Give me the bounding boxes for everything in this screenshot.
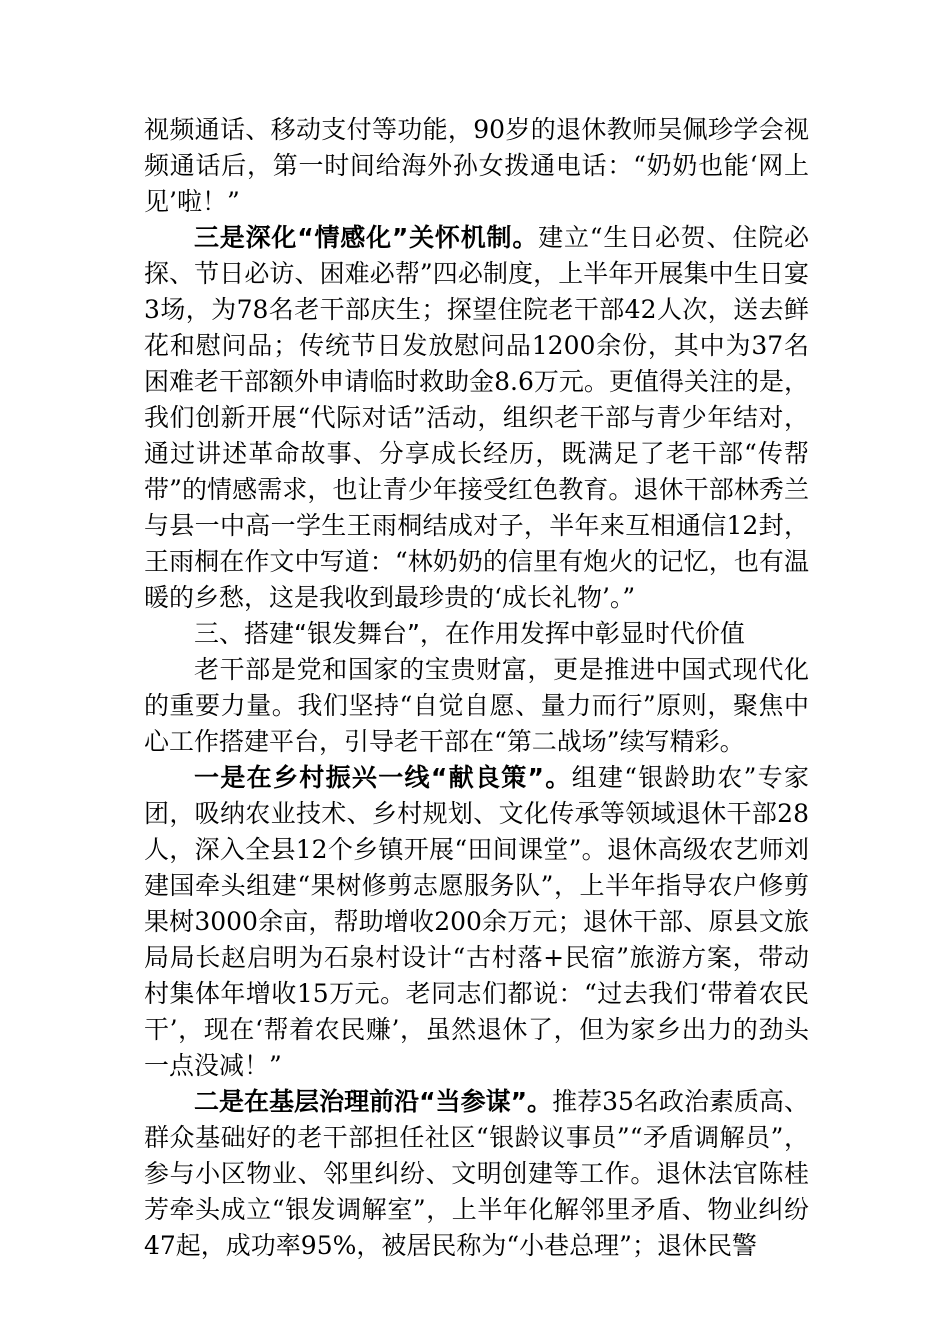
paragraph-continuation: 视频通话、移动支付等功能，90岁的退休教师吴佩珍学会视频通话后，第一时间给海外孙女拨通电话：“奶奶也能‘网上见’啦！”	[144, 115, 809, 216]
paragraph-body: 建立“生日必贺、住院必探、节日必访、困难必帮”四必制度，上半年开展集中生日宴3场，为78名老干部庆生；探望住院老干部42人次，送去鲜花和慰问品；传统节日发放慰问品1200余份，其中为37名困难老干部额外申请临时救助金8.6万元。更值得关注的是，我们创新开展“代际对话”活动，组织老干部与青少年结对，通过讲述革命故事、分享成长经历，既满足了老干部“传帮带”的情感需求，也让青少年接受红色教育。退休干部林秀兰与县一中高一学生王雨桐结成对子，半年来互相通信12封，王雨桐在作文中写道：“林奶奶的信里有炮火的记忆，也有温暖的乡愁，这是我收到最珍贵的‘成长礼物’。”	[144, 223, 809, 612]
paragraph-intro: 老干部是党和国家的宝贵财富，更是推进中国式现代化的重要力量。我们坚持“自觉自愿、量力而行”原则，聚焦中心工作搭建平台，引导老干部在“第二战场”续写精彩。	[144, 655, 809, 756]
paragraph-body: 组建“银龄助农”专家团，吸纳农业技术、乡村规划、文化传承等领域退休干部28人，深入全县12个乡镇开展“田间课堂”。退休高级农艺师刘建国牵头组建“果树修剪志愿服务队”，上半年指导农户修剪果树3000余亩，帮助增收200余万元；退休干部、原县文旅局局长赵启明为石泉村设计“古村落+民宿”旅游方案，带动村集体年增收15万元。老同志们都说：“过去我们‘带着农民干’，现在‘帮着农民赚’，虽然退休了，但为家乡出力的劲头一点没减！”	[144, 763, 809, 1080]
document-page	[144, 112, 809, 1264]
paragraph-grassroots-governance	[144, 1084, 809, 1264]
section-heading: 三、搭建“银发舞台”，在作用发挥中彰显时代价值	[194, 619, 745, 648]
paragraph-rural-revitalization	[144, 760, 809, 1084]
paragraph-lead: 三是深化“情感化”关怀机制。	[194, 223, 539, 252]
paragraph-lead: 一是在乡村振兴一线“献良策”。	[194, 763, 572, 792]
paragraph-emotional-care	[144, 220, 809, 616]
paragraph-body: 推荐35名政治素质高、群众基础好的老干部担任社区“银龄议事员”“矛盾调解员”，参与小区物业、邻里纠纷、文明创建等工作。退休法官陈桂芳牵头成立“银发调解室”，上半年化解邻里矛盾、物业纠纷47起，成功率95%，被居民称为“小巷总理”；退休民警	[144, 1087, 809, 1260]
paragraph-lead: 二是在基层治理前沿“当参谋”。	[194, 1087, 553, 1116]
